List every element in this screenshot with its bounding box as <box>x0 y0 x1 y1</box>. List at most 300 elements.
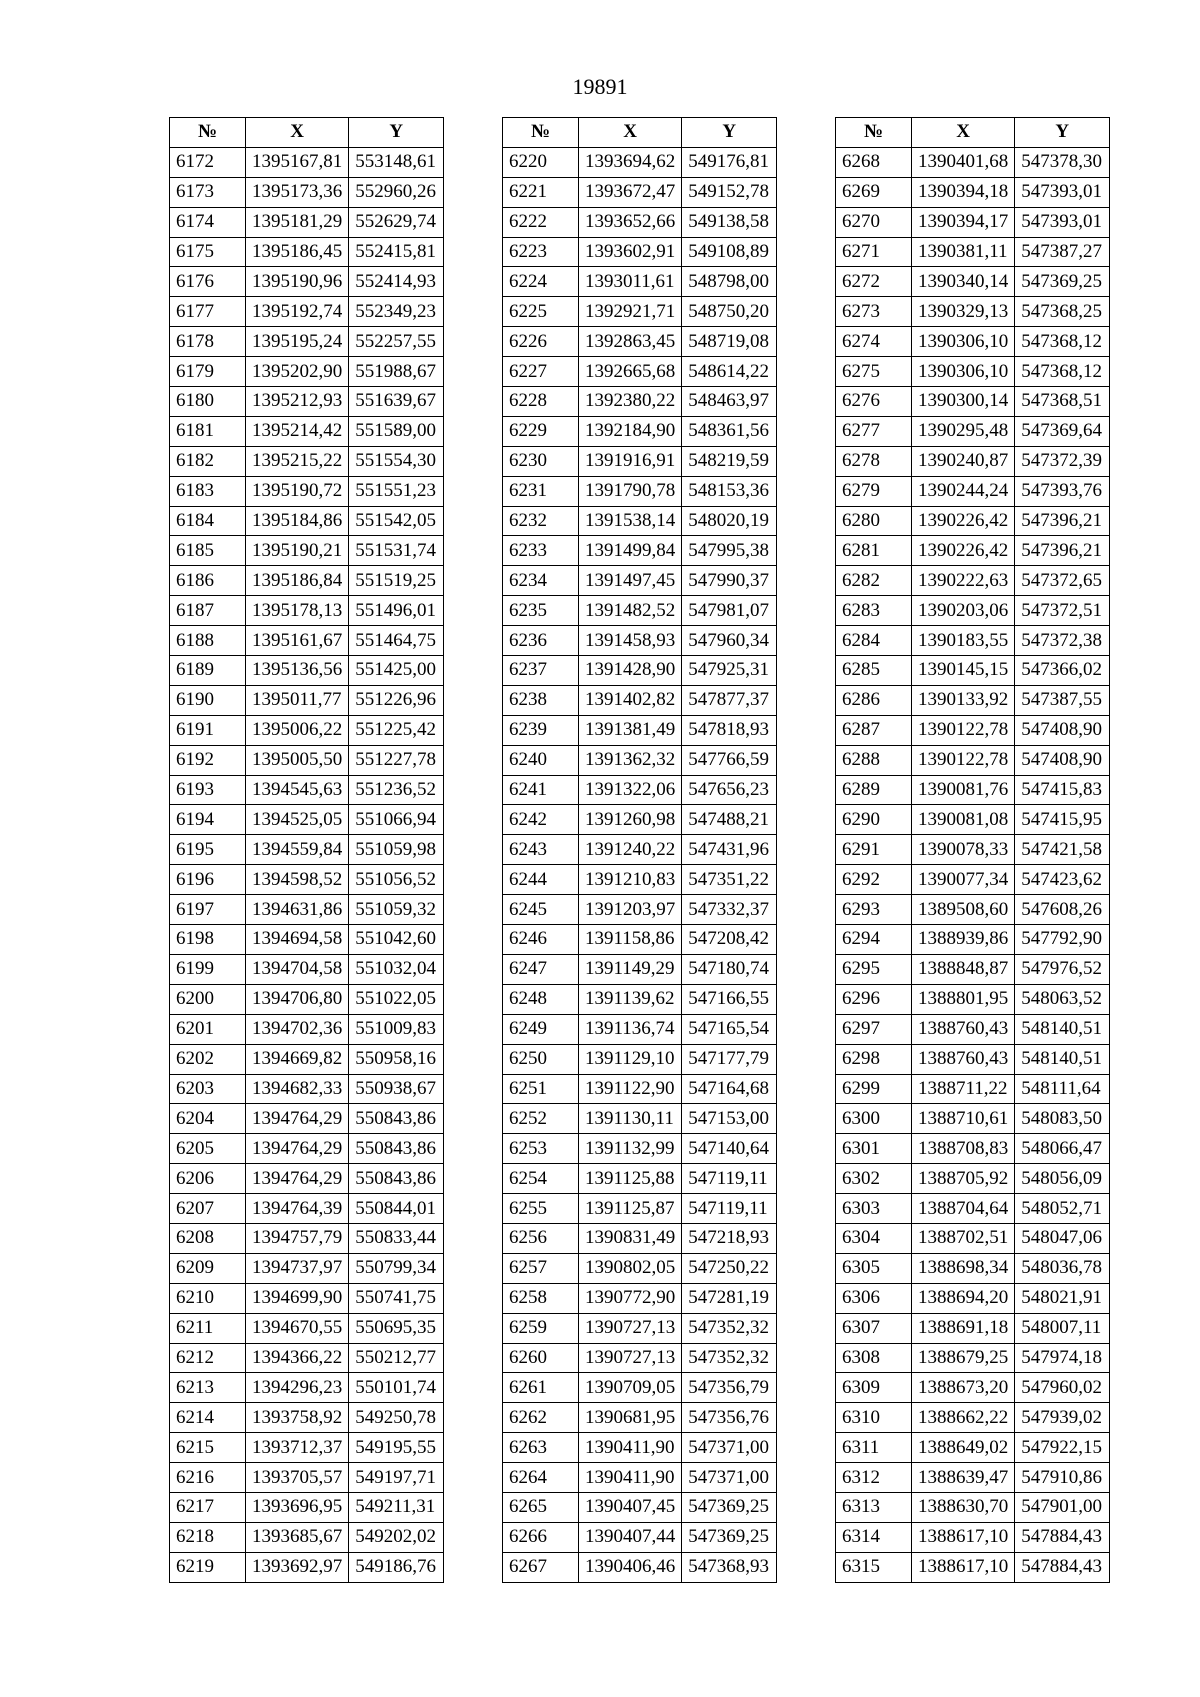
cell-number: 6315 <box>836 1552 912 1582</box>
table-row <box>836 1044 1110 1074</box>
table-row <box>836 1253 1110 1283</box>
table-row <box>170 835 444 865</box>
cell-number: 6229 <box>503 416 579 446</box>
cell-y: 547153,00 <box>682 1104 777 1134</box>
cell-x: 1391125,88 <box>579 1164 682 1194</box>
table-row <box>503 1074 777 1104</box>
cell-x: 1390681,95 <box>579 1403 682 1433</box>
cell-number: 6293 <box>836 895 912 925</box>
cell-number: 6314 <box>836 1522 912 1552</box>
table-row <box>503 685 777 715</box>
table-row <box>503 1253 777 1283</box>
cell-x: 1393685,67 <box>246 1522 349 1552</box>
cell-y: 550212,77 <box>349 1343 444 1373</box>
cell-y: 547408,90 <box>1015 745 1110 775</box>
table-row <box>836 506 1110 536</box>
cell-y: 550741,75 <box>349 1283 444 1313</box>
table-row <box>170 596 444 626</box>
cell-x: 1388801,95 <box>912 984 1015 1014</box>
cell-x: 1390802,05 <box>579 1253 682 1283</box>
cell-y: 547792,90 <box>1015 925 1110 955</box>
table-row <box>503 536 777 566</box>
cell-y: 549138,58 <box>682 207 777 237</box>
cell-y: 551022,05 <box>349 984 444 1014</box>
cell-x: 1395186,84 <box>246 566 349 596</box>
table-row <box>170 1014 444 1044</box>
cell-x: 1394764,29 <box>246 1164 349 1194</box>
cell-y: 547387,55 <box>1015 685 1110 715</box>
cell-x: 1391158,86 <box>579 925 682 955</box>
cell-y: 547656,23 <box>682 775 777 805</box>
cell-number: 6231 <box>503 476 579 506</box>
cell-number: 6285 <box>836 656 912 686</box>
table-row <box>503 1014 777 1044</box>
cell-number: 6287 <box>836 715 912 745</box>
cell-number: 6295 <box>836 954 912 984</box>
table-row <box>836 1373 1110 1403</box>
cell-x: 1392184,90 <box>579 416 682 446</box>
cell-y: 547393,01 <box>1015 207 1110 237</box>
cell-y: 548719,08 <box>682 327 777 357</box>
cell-y: 547119,11 <box>682 1194 777 1224</box>
cell-number: 6235 <box>503 596 579 626</box>
table-row <box>836 1074 1110 1104</box>
cell-x: 1393694,62 <box>579 147 682 177</box>
cell-y: 548140,51 <box>1015 1044 1110 1074</box>
table-row <box>170 626 444 656</box>
cell-y: 547368,12 <box>1015 357 1110 387</box>
cell-x: 1390222,63 <box>912 566 1015 596</box>
table-row <box>836 387 1110 417</box>
cell-x: 1390145,15 <box>912 656 1015 686</box>
cell-x: 1388711,22 <box>912 1074 1015 1104</box>
cell-x: 1388939,86 <box>912 925 1015 955</box>
cell-number: 6310 <box>836 1403 912 1433</box>
table-row <box>836 1283 1110 1313</box>
cell-y: 547995,38 <box>682 536 777 566</box>
table-row <box>503 476 777 506</box>
table-row <box>836 1104 1110 1134</box>
cell-y: 551236,52 <box>349 775 444 805</box>
cell-y: 547488,21 <box>682 805 777 835</box>
cell-number: 6182 <box>170 446 246 476</box>
table-row <box>170 267 444 297</box>
cell-y: 547431,96 <box>682 835 777 865</box>
cell-x: 1395212,93 <box>246 387 349 417</box>
cell-x: 1388705,92 <box>912 1164 1015 1194</box>
cell-x: 1390340,14 <box>912 267 1015 297</box>
cell-y: 550843,86 <box>349 1134 444 1164</box>
cell-number: 6260 <box>503 1343 579 1373</box>
table-row <box>503 207 777 237</box>
cell-x: 1392380,22 <box>579 387 682 417</box>
table-row <box>503 835 777 865</box>
cell-y: 547372,38 <box>1015 626 1110 656</box>
table-row <box>170 1463 444 1493</box>
cell-x: 1394598,52 <box>246 865 349 895</box>
cell-y: 547939,02 <box>1015 1403 1110 1433</box>
cell-number: 6290 <box>836 805 912 835</box>
table-row <box>170 357 444 387</box>
cell-y: 549108,89 <box>682 237 777 267</box>
table-row <box>503 237 777 267</box>
table-row <box>503 925 777 955</box>
cell-number: 6216 <box>170 1463 246 1493</box>
cell-y: 547372,39 <box>1015 446 1110 476</box>
cell-x: 1390133,92 <box>912 685 1015 715</box>
cell-x: 1394764,39 <box>246 1194 349 1224</box>
cell-number: 6262 <box>503 1403 579 1433</box>
cell-y: 551496,01 <box>349 596 444 626</box>
coordinates-table-1 <box>169 117 444 1583</box>
table-row <box>503 1164 777 1194</box>
cell-x: 1390406,46 <box>579 1552 682 1582</box>
cell-number: 6241 <box>503 775 579 805</box>
cell-number: 6267 <box>503 1552 579 1582</box>
cell-number: 6250 <box>503 1044 579 1074</box>
table-row <box>503 745 777 775</box>
cell-y: 547368,12 <box>1015 327 1110 357</box>
cell-y: 551589,00 <box>349 416 444 446</box>
cell-x: 1388673,20 <box>912 1373 1015 1403</box>
cell-y: 547974,18 <box>1015 1343 1110 1373</box>
table-row <box>836 745 1110 775</box>
cell-x: 1394737,97 <box>246 1253 349 1283</box>
cell-number: 6276 <box>836 387 912 417</box>
cell-y: 547372,65 <box>1015 566 1110 596</box>
cell-x: 1394694,58 <box>246 925 349 955</box>
cell-x: 1394704,58 <box>246 954 349 984</box>
cell-y: 547608,26 <box>1015 895 1110 925</box>
table-row <box>836 1463 1110 1493</box>
table-row <box>170 476 444 506</box>
cell-number: 6275 <box>836 357 912 387</box>
cell-number: 6243 <box>503 835 579 865</box>
header-x: X <box>246 118 349 148</box>
cell-y: 548007,11 <box>1015 1313 1110 1343</box>
cell-number: 6252 <box>503 1104 579 1134</box>
cell-number: 6214 <box>170 1403 246 1433</box>
cell-x: 1394296,23 <box>246 1373 349 1403</box>
cell-x: 1392921,71 <box>579 297 682 327</box>
cell-number: 6187 <box>170 596 246 626</box>
cell-number: 6306 <box>836 1283 912 1313</box>
cell-x: 1391402,82 <box>579 685 682 715</box>
cell-number: 6210 <box>170 1283 246 1313</box>
table-row <box>170 387 444 417</box>
cell-number: 6222 <box>503 207 579 237</box>
table-row <box>170 1522 444 1552</box>
table-row <box>170 1223 444 1253</box>
coordinates-table-2 <box>502 117 777 1583</box>
cell-x: 1390401,68 <box>912 147 1015 177</box>
cell-x: 1394702,36 <box>246 1014 349 1044</box>
cell-x: 1391499,84 <box>579 536 682 566</box>
table-row <box>836 984 1110 1014</box>
cell-y: 547166,55 <box>682 984 777 1014</box>
cell-number: 6198 <box>170 925 246 955</box>
cell-x: 1390831,49 <box>579 1223 682 1253</box>
cell-x: 1394706,80 <box>246 984 349 1014</box>
cell-x: 1395161,67 <box>246 626 349 656</box>
cell-x: 1394525,05 <box>246 805 349 835</box>
cell-y: 551988,67 <box>349 357 444 387</box>
cell-x: 1390306,10 <box>912 327 1015 357</box>
table-row <box>503 147 777 177</box>
cell-number: 6307 <box>836 1313 912 1343</box>
cell-number: 6245 <box>503 895 579 925</box>
cell-x: 1395178,13 <box>246 596 349 626</box>
table-row <box>170 1552 444 1582</box>
table-row <box>503 506 777 536</box>
table-row <box>503 1463 777 1493</box>
cell-number: 6178 <box>170 327 246 357</box>
cell-x: 1393011,61 <box>579 267 682 297</box>
cell-x: 1391458,93 <box>579 626 682 656</box>
table-row <box>503 297 777 327</box>
table-row <box>170 1164 444 1194</box>
cell-y: 547922,15 <box>1015 1433 1110 1463</box>
table-row <box>503 984 777 1014</box>
cell-y: 550938,67 <box>349 1074 444 1104</box>
cell-x: 1395005,50 <box>246 745 349 775</box>
cell-number: 6258 <box>503 1283 579 1313</box>
cell-y: 548083,50 <box>1015 1104 1110 1134</box>
header-x: X <box>579 118 682 148</box>
table-row <box>503 715 777 745</box>
table-row <box>170 237 444 267</box>
cell-y: 548056,09 <box>1015 1164 1110 1194</box>
cell-number: 6251 <box>503 1074 579 1104</box>
cell-x: 1393672,47 <box>579 177 682 207</box>
cell-y: 547369,25 <box>1015 267 1110 297</box>
table-row <box>836 775 1110 805</box>
cell-number: 6240 <box>503 745 579 775</box>
cell-x: 1390394,18 <box>912 177 1015 207</box>
cell-y: 547372,51 <box>1015 596 1110 626</box>
cell-y: 547421,58 <box>1015 835 1110 865</box>
cell-number: 6217 <box>170 1492 246 1522</box>
cell-y: 549250,78 <box>349 1403 444 1433</box>
cell-number: 6261 <box>503 1373 579 1403</box>
cell-number: 6264 <box>503 1463 579 1493</box>
cell-number: 6213 <box>170 1373 246 1403</box>
cell-y: 547368,51 <box>1015 387 1110 417</box>
table-row <box>503 1044 777 1074</box>
table-row <box>170 566 444 596</box>
cell-x: 1390244,24 <box>912 476 1015 506</box>
cell-x: 1388639,47 <box>912 1463 1015 1493</box>
cell-number: 6312 <box>836 1463 912 1493</box>
cell-x: 1388617,10 <box>912 1522 1015 1552</box>
table-row <box>170 147 444 177</box>
cell-number: 6274 <box>836 327 912 357</box>
cell-x: 1390077,34 <box>912 865 1015 895</box>
cell-number: 6238 <box>503 685 579 715</box>
table-row <box>170 1283 444 1313</box>
cell-x: 1390226,42 <box>912 506 1015 536</box>
cell-number: 6282 <box>836 566 912 596</box>
cell-y: 551009,83 <box>349 1014 444 1044</box>
table-row <box>836 536 1110 566</box>
cell-number: 6297 <box>836 1014 912 1044</box>
cell-number: 6223 <box>503 237 579 267</box>
cell-x: 1390407,45 <box>579 1492 682 1522</box>
cell-x: 1394670,55 <box>246 1313 349 1343</box>
cell-x: 1395202,90 <box>246 357 349 387</box>
cell-y: 551554,30 <box>349 446 444 476</box>
table-row <box>836 1194 1110 1224</box>
cell-y: 547208,42 <box>682 925 777 955</box>
cell-y: 548463,97 <box>682 387 777 417</box>
cell-number: 6226 <box>503 327 579 357</box>
cell-number: 6247 <box>503 954 579 984</box>
cell-y: 547366,02 <box>1015 656 1110 686</box>
cell-number: 6268 <box>836 147 912 177</box>
cell-number: 6283 <box>836 596 912 626</box>
cell-x: 1390240,87 <box>912 446 1015 476</box>
cell-number: 6239 <box>503 715 579 745</box>
page-number: 19891 <box>572 74 628 99</box>
cell-x: 1390203,06 <box>912 596 1015 626</box>
cell-x: 1388702,51 <box>912 1223 1015 1253</box>
cell-y: 547356,76 <box>682 1403 777 1433</box>
cell-x: 1393712,37 <box>246 1433 349 1463</box>
cell-number: 6280 <box>836 506 912 536</box>
cell-y: 550843,86 <box>349 1104 444 1134</box>
cell-number: 6219 <box>170 1552 246 1582</box>
cell-x: 1391381,49 <box>579 715 682 745</box>
table-row <box>170 1313 444 1343</box>
cell-x: 1395190,72 <box>246 476 349 506</box>
table-row <box>836 895 1110 925</box>
cell-y: 547369,25 <box>682 1492 777 1522</box>
cell-y: 549195,55 <box>349 1433 444 1463</box>
cell-number: 6286 <box>836 685 912 715</box>
cell-number: 6228 <box>503 387 579 417</box>
table-row <box>170 1403 444 1433</box>
table-row <box>503 954 777 984</box>
table-row <box>170 685 444 715</box>
cell-y: 551551,23 <box>349 476 444 506</box>
cell-x: 1388662,22 <box>912 1403 1015 1433</box>
table-row <box>503 626 777 656</box>
cell-y: 551059,32 <box>349 895 444 925</box>
cell-y: 547378,30 <box>1015 147 1110 177</box>
cell-y: 548798,00 <box>682 267 777 297</box>
table-row <box>170 805 444 835</box>
cell-number: 6266 <box>503 1522 579 1552</box>
cell-x: 1394682,33 <box>246 1074 349 1104</box>
cell-x: 1388617,10 <box>912 1552 1015 1582</box>
table-row <box>836 1343 1110 1373</box>
cell-y: 547423,62 <box>1015 865 1110 895</box>
table-row <box>503 1343 777 1373</box>
cell-number: 6224 <box>503 267 579 297</box>
cell-number: 6175 <box>170 237 246 267</box>
table-row <box>503 177 777 207</box>
table-row <box>503 1223 777 1253</box>
cell-y: 548020,19 <box>682 506 777 536</box>
cell-y: 551227,78 <box>349 745 444 775</box>
table-row <box>503 1403 777 1433</box>
cell-number: 6206 <box>170 1164 246 1194</box>
cell-number: 6190 <box>170 685 246 715</box>
cell-x: 1394669,82 <box>246 1044 349 1074</box>
header-y: Y <box>1015 118 1110 148</box>
table-row <box>503 1104 777 1134</box>
cell-y: 549202,02 <box>349 1522 444 1552</box>
cell-x: 1391240,22 <box>579 835 682 865</box>
table-row <box>836 357 1110 387</box>
cell-x: 1393696,95 <box>246 1492 349 1522</box>
cell-y: 548614,22 <box>682 357 777 387</box>
cell-number: 6289 <box>836 775 912 805</box>
cell-x: 1395190,96 <box>246 267 349 297</box>
cell-number: 6299 <box>836 1074 912 1104</box>
table-row <box>503 416 777 446</box>
cell-number: 6259 <box>503 1313 579 1343</box>
cell-number: 6263 <box>503 1433 579 1463</box>
cell-x: 1390727,13 <box>579 1343 682 1373</box>
cell-y: 547981,07 <box>682 596 777 626</box>
cell-x: 1391125,87 <box>579 1194 682 1224</box>
cell-y: 547925,31 <box>682 656 777 686</box>
table-row <box>503 566 777 596</box>
cell-number: 6184 <box>170 506 246 536</box>
table-row <box>503 1433 777 1463</box>
table-row <box>836 1313 1110 1343</box>
cell-x: 1390122,78 <box>912 745 1015 775</box>
table-row <box>503 1373 777 1403</box>
cell-number: 6208 <box>170 1223 246 1253</box>
table-row <box>836 446 1110 476</box>
cell-x: 1394699,90 <box>246 1283 349 1313</box>
cell-number: 6188 <box>170 626 246 656</box>
cell-y: 548140,51 <box>1015 1014 1110 1044</box>
cell-y: 547960,02 <box>1015 1373 1110 1403</box>
cell-number: 6254 <box>503 1164 579 1194</box>
table-row <box>836 416 1110 446</box>
cell-number: 6311 <box>836 1433 912 1463</box>
cell-x: 1389508,60 <box>912 895 1015 925</box>
cell-number: 6273 <box>836 297 912 327</box>
cell-x: 1390300,14 <box>912 387 1015 417</box>
cell-y: 548153,36 <box>682 476 777 506</box>
cell-x: 1391129,10 <box>579 1044 682 1074</box>
cell-y: 548021,91 <box>1015 1283 1110 1313</box>
cell-x: 1390226,42 <box>912 536 1015 566</box>
cell-number: 6253 <box>503 1134 579 1164</box>
cell-number: 6225 <box>503 297 579 327</box>
cell-x: 1390329,13 <box>912 297 1015 327</box>
header-x: X <box>912 118 1015 148</box>
cell-number: 6281 <box>836 536 912 566</box>
table-row <box>836 327 1110 357</box>
cell-number: 6180 <box>170 387 246 417</box>
cell-number: 6176 <box>170 267 246 297</box>
cell-x: 1391149,29 <box>579 954 682 984</box>
cell-x: 1395215,22 <box>246 446 349 476</box>
cell-number: 6234 <box>503 566 579 596</box>
cell-number: 6174 <box>170 207 246 237</box>
cell-number: 6304 <box>836 1223 912 1253</box>
cell-y: 547368,25 <box>1015 297 1110 327</box>
table-row <box>170 745 444 775</box>
table-row <box>836 566 1110 596</box>
cell-x: 1391136,74 <box>579 1014 682 1044</box>
cell-y: 547352,32 <box>682 1313 777 1343</box>
